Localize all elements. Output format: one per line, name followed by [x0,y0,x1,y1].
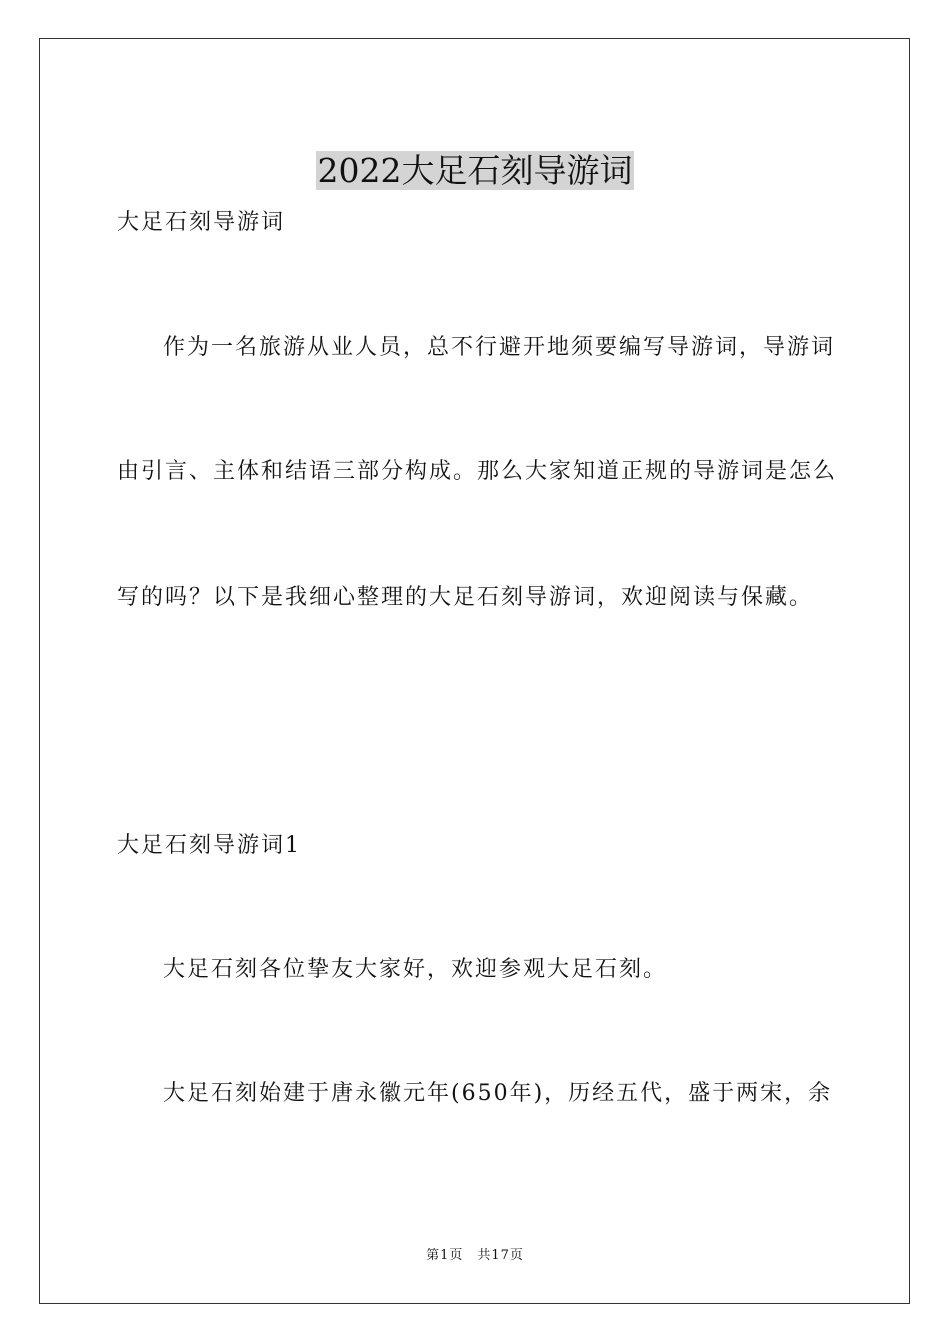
paragraph-line: 大足石刻各位挚友大家好，欢迎参观大足石刻。 [163,957,668,982]
document-title [0,149,950,193]
paragraph-line: 作为一名旅游从业人员，总不行避开地须要编写导游词，导游词 [163,335,836,360]
document-title-text: 2022大足石刻导游词 [317,151,633,191]
subtitle-line: 大足石刻导游词 [117,210,286,235]
page-footer: 第1页 共17页 [426,1248,524,1263]
paragraph-line: 由引言、主体和结语三部分构成。那么大家知道正规的导游词是怎么 [117,459,838,484]
paragraph-line: 大足石刻始建于唐永徽元年(650年)，历经五代，盛于两宋，余 [163,1081,833,1106]
section-heading: 大足石刻导游词1 [117,833,301,858]
paragraph-line: 写的吗？以下是我细心整理的大足石刻导游词，欢迎阅读与保藏。 [117,585,814,610]
